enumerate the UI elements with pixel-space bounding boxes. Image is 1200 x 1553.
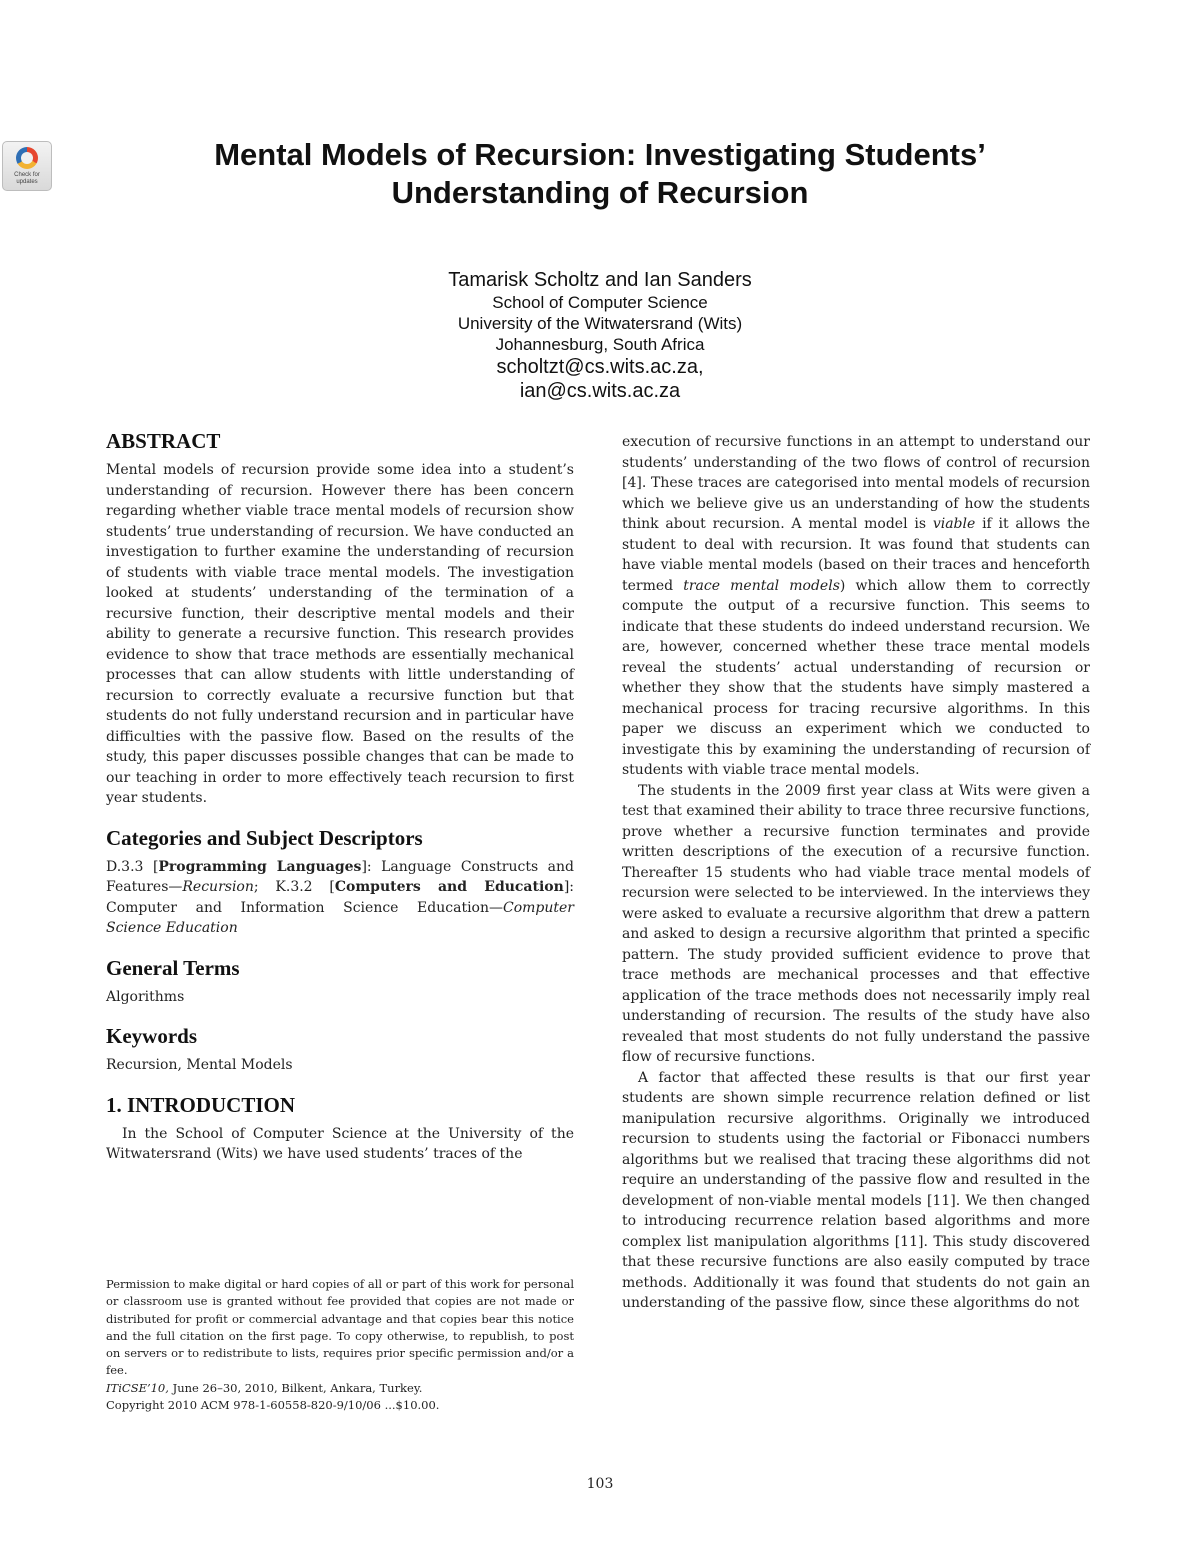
- left-column: [106, 428, 574, 1165]
- introduction-heading: 1. INTRODUCTION: [106, 1092, 296, 1117]
- abstract-heading: ABSTRACT: [106, 429, 221, 453]
- general-terms-heading: General Terms: [106, 955, 240, 980]
- author-location: Johannesburg, South Africa: [495, 335, 705, 354]
- crossmark-icon: [16, 147, 38, 169]
- author-university: University of the Witwatersrand (Wits): [457, 314, 743, 333]
- badge-label: Check for updates: [14, 172, 40, 185]
- right-paragraph-3: A factor that affected these results is that our first year students are shown simple recurrence relation defined or list manipulation recursive algorithms. Originally we introduced recursion to students using the factorial or Fibonacci numbers algorithms but we realised that tracing these algorithms did not require an understanding of the passive flow and resulted in the development of non-viable mental models [11]. We then changed to introducing recurrence relation based algorithms and more complex list manipulation algorithms [11]. This study discovered that these recursive functions are also easily computed by trace methods. Additionally it was found that students do not gain an understanding of the passive flow, since these algorithms do not: [622, 1069, 1090, 1311]
- abstract-text: Mental models of recursion provide some idea into a student’s understanding of recursion. However there has been concern regarding whether viable trace mental models of recursion show students’ true understanding of recursion. We have conducted an investigation to further examine the understanding of recursion of students with viable trace mental models. The investigation looked at students’ understanding of the termination of a recursive function, their descriptive mental models and their ability to generate a recursive function. This research provides evidence to show that trace methods are essentially mechanical processes that can allow students with little understanding of recursion to correctly evaluate a recursive function but that students do not fully understand recursion and in particular have difficulties with the passive flow. Based on the results of the study, this paper discusses possible changes that can be made to our teaching in order to more effectively teach recursion to first year students.: [106, 462, 574, 806]
- permission-footnote: [106, 1276, 574, 1414]
- author-names: Tamarisk Scholtz and Ian Sanders: [448, 269, 752, 291]
- right-paragraph-2: The students in the 2009 first year class at Wits were given a test that examined their ability to trace three recursive functions, prove whether a recursive function terminates and provide written descriptions of the execution of a recursive function. Thereafter 15 students who had viable trace mental models of recursion were selected to be interviewed. In the interviews they were asked to evaluate a recursive algorithm that drew a pattern and asked to design a recursive algorithm that printed a specific pattern. The study provided sufficient evidence to prove that trace methods are mechanical processes and that effective application of the trace methods does not necessarily imply real understanding of recursion. The results of the study have also revealed that most students do not fully understand the passive flow of recursive functions.: [622, 782, 1090, 1065]
- right-column: [622, 432, 1090, 1314]
- keywords-text: Recursion, Mental Models: [106, 1057, 293, 1073]
- permission-text: Permission to make digital or hard copies of all or part of this work for personal or classroom use is granted without fee provided that copies are not made or distributed for profit or commercial advantage and that copies bear this notice and the full citation on the first page. To copy otherwise, to republish, to post on servers or to redistribute to lists, requires prior specific permission and/or a fee.: [106, 1277, 574, 1378]
- author-email-2[interactable]: ian@cs.wits.ac.za: [519, 380, 681, 402]
- author-email-1[interactable]: scholtzt@cs.wits.ac.za,: [496, 356, 704, 378]
- page-number: 103: [586, 1476, 614, 1492]
- keywords-heading: Keywords: [106, 1024, 197, 1048]
- conference-line: ITiCSE’10, June 26–30, 2010, Bilkent, Ankara, Turkey.: [106, 1380, 423, 1395]
- copyright-line: Copyright 2010 ACM 978-1-60558-820-9/10/06 ...$10.00.: [106, 1398, 440, 1413]
- author-school: School of Computer Science: [492, 293, 708, 312]
- paper-title: [100, 136, 1100, 212]
- title-line-2: Understanding of Recursion: [391, 175, 809, 210]
- title-line-1: Mental Models of Recursion: Investigating Students’: [214, 137, 986, 172]
- check-for-updates-badge[interactable]: [2, 141, 52, 191]
- categories-heading: Categories and Subject Descriptors: [106, 825, 423, 850]
- general-terms-text: Algorithms: [106, 988, 185, 1005]
- introduction-paragraph: In the School of Computer Science at the University of the Witwatersrand (Wits) we have used students’ traces of the: [106, 1125, 574, 1162]
- categories-text: D.3.3 [Programming Languages]: Language Constructs and Features—Recursion; K.3.2 [Computers and Education]: Computer and Information Science Education—Computer Science Education: [106, 858, 574, 936]
- right-paragraph-1: execution of recursive functions in an attempt to understand our students’ understanding of the two flows of control of recursion [4]. These traces are categorised into mental models of recursion which we believe give us an understanding of how the students think about recursion. A mental model is viable if it allows the student to deal with recursion. It was found that students can have viable mental models (based on their traces and henceforth termed trace mental models) which allow them to correctly compute the output of a recursive function. This seems to indicate that these students do indeed understand recursion. We are, however, concerned whether these trace mental models reveal the students’ actual understanding of recursion or whether they show that the students have simply mastered a mechanical process for tracing recursive algorithms. In this paper we discuss an experiment which we conducted to investigate this by examining the understanding of recursion of students with viable trace mental models.: [622, 434, 1091, 778]
- author-block: [200, 268, 1000, 403]
